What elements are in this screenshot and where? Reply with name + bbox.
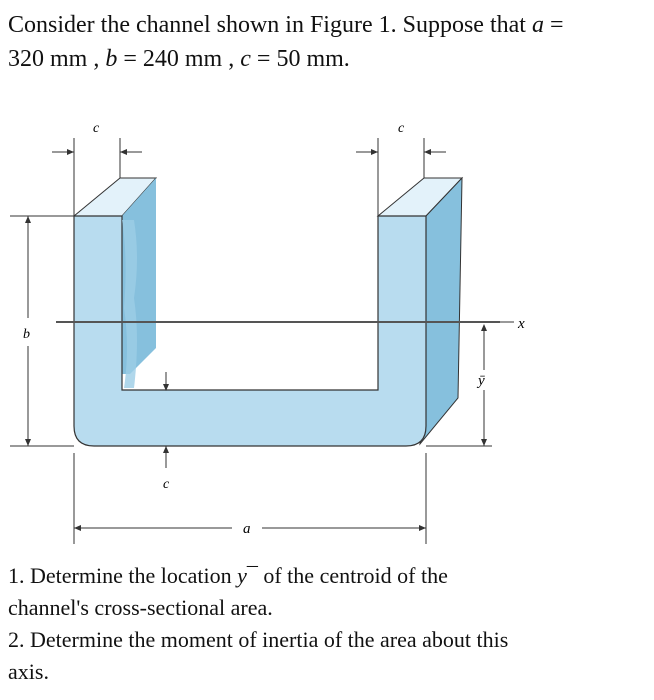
c-bottom-arrowhead-lower [163,446,169,453]
equals-sign: = [256,46,271,72]
questions [8,560,648,688]
ybar-arrowhead-bottom [481,439,487,446]
question-1-line-1 [8,560,648,592]
question-2-line-2: axis. [8,659,49,684]
a-value: 320 mm , [8,46,100,72]
label-ybar: ȳ [478,373,485,389]
q1-bar: ¯ [246,563,258,588]
channel-figure [0,108,654,558]
label-b: b [23,327,30,342]
label-c-left: c [93,121,100,136]
a-arrowhead-right [419,525,426,531]
label-c-bottom: c [163,477,170,492]
q1-var-y: y [237,563,247,588]
var-c: c [240,46,251,72]
label-a: a [243,521,251,537]
equals-sign: = [123,46,137,72]
q1-rest: of the centroid of the [263,563,448,588]
c-right-arrowhead-2 [424,149,431,155]
question-1-line-2: channel's cross-sectional area. [8,595,273,620]
b-value: 240 mm , [142,46,235,72]
intro-text: Consider the channel shown in Figure 1. Suppose that [8,12,526,38]
b-arrowhead-bottom [25,439,31,446]
label-x: x [518,316,525,332]
q1-text: 1. Determine the location [8,563,232,588]
var-a: a [531,12,544,38]
ybar-arrowhead-top [481,324,487,331]
var-b: b [105,46,118,72]
c-right-arrowhead-1 [371,149,378,155]
c-left-arrowhead-1 [67,149,74,155]
problem-statement [8,8,648,76]
b-arrowhead-top [25,216,31,223]
label-c-right: c [398,121,405,136]
a-arrowhead-left [74,525,81,531]
question-2-line-1: 2. Determine the moment of inertia of the area about this [8,627,509,652]
c-left-arrowhead-2 [120,149,127,155]
equals-sign: = [549,12,564,38]
c-value: 50 mm. [276,46,350,72]
